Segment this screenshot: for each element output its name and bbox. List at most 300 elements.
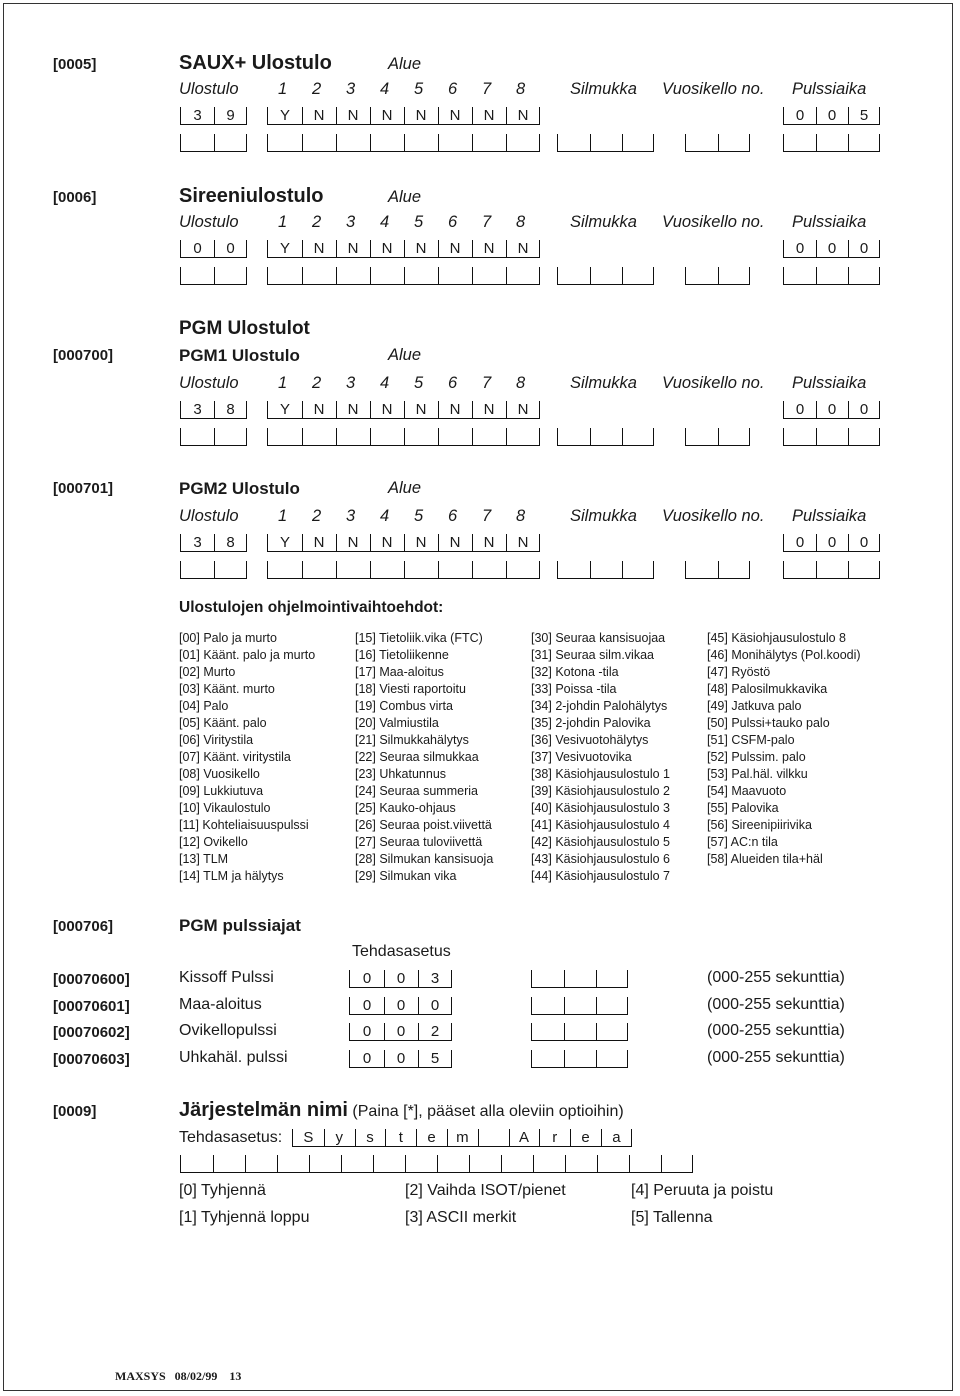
system-name-entry-cell-empty[interactable]	[597, 1155, 629, 1172]
area-entry-cell-empty[interactable]	[506, 267, 540, 284]
area-entry-cell-empty[interactable]	[302, 267, 336, 284]
block-header: 4	[380, 213, 390, 231]
option-item: [00] Palo ja murto	[179, 631, 277, 645]
block-header: 6	[448, 507, 458, 525]
area-entry-cell-empty[interactable]	[268, 134, 302, 151]
pulse-value-entry-cell-empty[interactable]	[564, 1023, 596, 1040]
block-header: Pulssiaika	[792, 374, 867, 392]
system-name-entry-cell-empty[interactable]	[629, 1155, 661, 1172]
option-item: [50] Pulssi+tauko palo	[707, 716, 830, 730]
pulse-default-field	[349, 1023, 452, 1041]
system-name-code: [0009]	[53, 1103, 97, 1120]
zone-entry-cell-empty[interactable]	[558, 134, 590, 151]
block-code: [000700]	[53, 347, 114, 364]
timer-entry	[685, 561, 750, 579]
option-item: [52] Pulssim. palo	[707, 750, 806, 764]
pulse-row-range: (000-255 sekunttia)	[707, 969, 845, 986]
block-header: 4	[380, 374, 390, 392]
output-number-field	[180, 534, 247, 552]
timer-entry-cell-empty[interactable]	[686, 267, 718, 284]
timer-entry-cell-empty[interactable]	[718, 428, 750, 445]
area-entry-cell-empty[interactable]	[370, 134, 404, 151]
area-field-cell: N	[517, 240, 529, 257]
pulse-default-field-cell: 0	[362, 996, 372, 1014]
option-item: [39] Käsiohjausulostulo 2	[531, 784, 670, 798]
zone-entry-cell-empty[interactable]	[622, 267, 654, 284]
system-default-field-cell: A	[518, 1129, 529, 1146]
block-header: 3	[346, 507, 356, 525]
pulse-value-entry	[531, 997, 628, 1015]
pulse-value-entry-cell-empty[interactable]	[596, 1023, 628, 1040]
output-number-entry-cell-empty[interactable]	[214, 134, 247, 151]
area-entry-cell-empty[interactable]	[302, 428, 336, 445]
pulse-default-label: Tehdasasetus	[352, 943, 451, 960]
area-entry-cell-empty[interactable]	[438, 561, 472, 578]
block-header: 7	[482, 507, 492, 525]
system-name-entry-cell-empty[interactable]	[405, 1155, 437, 1172]
pulse-value-entry-cell-empty[interactable]	[532, 1050, 564, 1067]
output-number-entry-cell-empty[interactable]	[181, 428, 214, 445]
area-entry	[267, 134, 540, 152]
area-field-cell: N	[381, 401, 393, 418]
system-default-field-cell: t	[398, 1129, 403, 1146]
block-title: SAUX+ Ulostulo	[179, 52, 332, 74]
block-header: 6	[448, 374, 458, 392]
zone-entry-cell-empty[interactable]	[622, 428, 654, 445]
pulse-default-field	[349, 1050, 452, 1068]
output-number-field-cell: 8	[226, 401, 235, 418]
pulse-time-field	[783, 401, 880, 419]
block-header: 3	[346, 80, 356, 98]
area-entry-cell-empty[interactable]	[336, 134, 370, 151]
block-header: 2	[312, 213, 322, 231]
pulse-time-entry-cell-empty[interactable]	[816, 267, 848, 284]
pulse-section-title: PGM pulssiajat	[179, 916, 301, 935]
area-entry	[267, 428, 540, 446]
output-number-field-cell: 3	[193, 534, 202, 551]
output-number-entry-cell-empty[interactable]	[214, 267, 247, 284]
area-entry-cell-empty[interactable]	[336, 267, 370, 284]
output-number-field	[180, 401, 247, 419]
area-entry-cell-empty[interactable]	[404, 134, 438, 151]
pulse-time-field-cell: 0	[827, 401, 837, 418]
area-field	[267, 534, 540, 552]
option-item: [40] Käsiohjausulostulo 3	[531, 801, 670, 815]
pulse-row-name: Kissoff Pulssi	[179, 969, 274, 986]
option-item: [38] Käsiohjausulostulo 1	[531, 767, 670, 781]
timer-entry-cell-empty[interactable]	[686, 561, 718, 578]
timer-entry	[685, 134, 750, 152]
pulse-time-field-cell: 5	[859, 107, 869, 124]
system-default-field-cell: m	[456, 1129, 469, 1146]
block-header: 8	[516, 213, 526, 231]
area-entry-cell-empty[interactable]	[404, 561, 438, 578]
system-name-entry-cell-empty[interactable]	[341, 1155, 373, 1172]
option-item: [56] Sireenipiirivika	[707, 818, 812, 832]
block-header: Silmukka	[570, 80, 637, 98]
pulse-time-entry-cell-empty[interactable]	[784, 134, 816, 151]
option-item: [35] 2-johdin Palovika	[531, 716, 651, 730]
timer-entry	[685, 267, 750, 285]
pulse-value-entry-cell-empty[interactable]	[532, 1023, 564, 1040]
block-title: PGM1 Ulostulo	[179, 346, 300, 365]
option-item: [46] Monihälytys (Pol.koodi)	[707, 648, 861, 662]
area-entry-cell-empty[interactable]	[370, 267, 404, 284]
option-item: [08] Vuosikello	[179, 767, 260, 781]
area-entry-cell-empty[interactable]	[404, 428, 438, 445]
system-option-4: [4] Peruuta ja poistu	[631, 1182, 774, 1199]
pulse-time-entry-cell-empty[interactable]	[816, 134, 848, 151]
zone-entry-cell-empty[interactable]	[590, 134, 622, 151]
system-name-entry-cell-empty[interactable]	[533, 1155, 565, 1172]
option-item: [34] 2-johdin Palohälytys	[531, 699, 668, 713]
system-option-5: [5] Tallenna	[631, 1209, 713, 1226]
pulse-row-code: [00070600]	[53, 971, 130, 988]
option-item: [04] Palo	[179, 699, 229, 713]
option-item: [29] Silmukan vika	[355, 869, 457, 883]
option-item: [44] Käsiohjausulostulo 7	[531, 869, 670, 883]
option-item: [30] Seuraa kansisuojaa	[531, 631, 666, 645]
system-default-field-cell: e	[581, 1129, 590, 1146]
option-item: [45] Käsiohjausulostulo 8	[707, 631, 846, 645]
system-option-2: [2] Vaihda ISOT/pienet	[405, 1182, 566, 1199]
block-header: 5	[414, 213, 424, 231]
output-number-entry-cell-empty[interactable]	[181, 561, 214, 578]
option-item: [25] Kauko-ohjaus	[355, 801, 456, 815]
zone-entry-cell-empty[interactable]	[558, 428, 590, 445]
options-column-4	[707, 630, 861, 868]
footer-product: MAXSYS	[115, 1369, 166, 1383]
pulse-time-field-cell: 0	[827, 240, 837, 257]
option-item: [57] AC:n tila	[707, 835, 778, 849]
output-number-field-cell: 8	[226, 534, 235, 551]
area-field-cell: Y	[279, 107, 290, 124]
timer-entry-cell-empty[interactable]	[718, 134, 750, 151]
area-entry-cell-empty[interactable]	[302, 561, 336, 578]
pulse-default-field-cell: 0	[396, 1023, 406, 1040]
area-entry-cell-empty[interactable]	[438, 267, 472, 284]
block-area-label: Alue	[388, 479, 422, 497]
pulse-default-field-cell: 0	[362, 970, 372, 987]
option-item: [42] Käsiohjausulostulo 5	[531, 835, 670, 849]
block-header: 8	[516, 507, 526, 525]
system-name-entry-cell-empty[interactable]	[181, 1155, 213, 1172]
pulse-default-field	[349, 997, 452, 1015]
area-field-cell: N	[347, 107, 359, 124]
system-name-entry-cell-empty[interactable]	[501, 1155, 533, 1172]
system-name-entry	[180, 1155, 693, 1173]
pulse-row-name: Ovikellopulssi	[179, 1022, 277, 1039]
area-entry-cell-empty[interactable]	[370, 428, 404, 445]
output-number-entry-cell-empty[interactable]	[214, 561, 247, 578]
option-item: [51] CSFM-palo	[707, 733, 795, 747]
area-entry-cell-empty[interactable]	[506, 428, 540, 445]
area-entry-cell-empty[interactable]	[336, 561, 370, 578]
block-header: Vuosikello no.	[662, 374, 765, 392]
zone-entry-cell-empty[interactable]	[558, 267, 590, 284]
area-field	[267, 401, 540, 419]
output-number-entry-cell-empty[interactable]	[214, 428, 247, 445]
area-field-cell: N	[483, 107, 495, 124]
footer-date: 08/02/99	[174, 1369, 218, 1383]
area-field	[267, 240, 540, 258]
pulse-value-entry-cell-empty[interactable]	[596, 1050, 628, 1067]
timer-entry-cell-empty[interactable]	[686, 134, 718, 151]
timer-entry-cell-empty[interactable]	[718, 267, 750, 284]
pulse-time-entry-cell-empty[interactable]	[848, 134, 880, 151]
area-field-cell: N	[313, 107, 325, 124]
area-field	[267, 107, 540, 125]
block-header: 2	[312, 507, 322, 525]
block-header: 7	[482, 374, 492, 392]
pulse-time-entry	[783, 428, 880, 446]
option-item: [43] Käsiohjausulostulo 6	[531, 852, 670, 866]
area-field-cell: N	[483, 534, 495, 551]
system-default-label: Tehdasasetus:	[179, 1129, 283, 1146]
zone-entry-cell-empty[interactable]	[622, 561, 654, 578]
area-field-cell: Y	[279, 534, 290, 551]
zone-entry-cell-empty[interactable]	[590, 561, 622, 578]
pulse-time-field-cell: 0	[795, 240, 805, 257]
pulse-time-entry-cell-empty[interactable]	[848, 267, 880, 284]
output-number-field	[180, 240, 247, 258]
area-field-cell: N	[347, 401, 359, 418]
block-header: 3	[346, 213, 356, 231]
option-item: [24] Seuraa summeria	[355, 784, 478, 798]
pulse-time-field-cell: 0	[795, 401, 805, 418]
block-header: Ulostulo	[179, 374, 239, 392]
system-name-entry-cell-empty[interactable]	[437, 1155, 469, 1172]
area-field-cell: N	[415, 401, 427, 418]
area-entry-cell-empty[interactable]	[472, 267, 506, 284]
pulse-value-entry-cell-empty[interactable]	[564, 1050, 596, 1067]
area-field-cell: N	[381, 534, 393, 551]
pulse-time-entry-cell-empty[interactable]	[848, 561, 880, 578]
system-default-field-cell: r	[552, 1129, 558, 1146]
option-item: [27] Seuraa tuloviivettä	[355, 835, 483, 849]
pulse-value-entry-cell-empty[interactable]	[596, 997, 628, 1014]
area-entry-cell-empty[interactable]	[404, 267, 438, 284]
zone-entry	[557, 267, 654, 285]
block-header: 8	[516, 374, 526, 392]
area-field-cell: N	[313, 240, 325, 257]
output-number-field-cell: 0	[193, 240, 202, 257]
area-entry-cell-empty[interactable]	[268, 561, 302, 578]
zone-entry-cell-empty[interactable]	[590, 428, 622, 445]
pulse-default-field-cell: 0	[396, 996, 406, 1014]
block-header: Pulssiaika	[792, 80, 867, 98]
option-item: [53] Pal.häl. vilkku	[707, 767, 808, 781]
pulse-time-field-cell: 0	[827, 534, 837, 551]
block-area-label: Alue	[388, 346, 422, 364]
zone-entry	[557, 428, 654, 446]
system-default-field-cell: a	[612, 1129, 621, 1146]
footer-page: 13	[229, 1369, 242, 1383]
option-item: [07] Käänt. viritystila	[179, 750, 291, 764]
option-item: [28] Silmukan kansisuoja	[355, 852, 494, 866]
pulse-time-entry-cell-empty[interactable]	[784, 561, 816, 578]
block-code: [0006]	[53, 189, 97, 206]
area-entry-cell-empty[interactable]	[506, 561, 540, 578]
area-field-cell: N	[449, 240, 461, 257]
pulse-row-code: [00070602]	[53, 1024, 130, 1041]
output-number-field-cell: 3	[193, 401, 202, 418]
option-item: [15] Tietoliik.vika (FTC)	[355, 631, 483, 645]
output-number-entry-cell-empty[interactable]	[181, 134, 214, 151]
block-header: Vuosikello no.	[662, 80, 765, 98]
pulse-time-field-cell: 0	[859, 240, 869, 257]
area-field-cell: N	[483, 401, 495, 418]
options-column-3	[531, 630, 670, 885]
area-entry-cell-empty[interactable]	[336, 428, 370, 445]
option-item: [16] Tietoliikenne	[355, 648, 449, 662]
output-number-entry	[180, 267, 247, 285]
option-item: [17] Maa-aloitus	[355, 665, 444, 679]
block-header: 1	[278, 374, 288, 392]
option-item: [36] Vesivuotohälytys	[531, 733, 649, 747]
area-field-cell: N	[347, 240, 359, 257]
area-entry-cell-empty[interactable]	[438, 428, 472, 445]
system-name-entry-cell-empty[interactable]	[245, 1155, 277, 1172]
pulse-row-range: (000-255 sekunttia)	[707, 995, 845, 1013]
pulse-default-field-cell: 0	[362, 1023, 372, 1040]
block-header: 3	[346, 374, 356, 392]
area-entry-cell-empty[interactable]	[472, 134, 506, 151]
area-entry-cell-empty[interactable]	[302, 134, 336, 151]
output-number-entry-cell-empty[interactable]	[181, 267, 214, 284]
system-name-entry-cell-empty[interactable]	[213, 1155, 245, 1172]
output-number-entry	[180, 561, 247, 579]
option-item: [03] Käänt. murto	[179, 682, 275, 696]
area-field-cell: N	[415, 107, 427, 124]
option-item: [02] Murto	[179, 665, 236, 679]
pulse-value-entry-cell-empty[interactable]	[564, 970, 596, 987]
option-item: [01] Käänt. palo ja murto	[179, 648, 316, 662]
area-field-cell: N	[415, 534, 427, 551]
pulse-time-field-cell: 0	[859, 401, 869, 418]
system-name-entry-cell-empty[interactable]	[277, 1155, 309, 1172]
pulse-row-range: (000-255 sekunttia)	[707, 1048, 845, 1066]
area-field-cell: Y	[279, 401, 290, 418]
pulse-time-entry-cell-empty[interactable]	[784, 428, 816, 445]
area-entry-cell-empty[interactable]	[268, 428, 302, 445]
block-header: Vuosikello no.	[662, 213, 765, 231]
area-entry-cell-empty[interactable]	[506, 134, 540, 151]
option-item: [31] Seuraa silm.vikaa	[531, 648, 654, 662]
option-item: [05] Käänt. palo	[179, 716, 267, 730]
system-name-header	[179, 1099, 624, 1122]
option-item: [26] Seuraa poist.viivettä	[355, 818, 492, 832]
pulse-time-field-cell: 0	[827, 107, 837, 124]
pulse-default-field-cell: 2	[430, 1023, 440, 1040]
system-name-entry-cell-empty[interactable]	[565, 1155, 597, 1172]
block-title: PGM2 Ulostulo	[179, 479, 300, 498]
pulse-time-entry-cell-empty[interactable]	[784, 267, 816, 284]
timer-entry	[685, 428, 750, 446]
pulse-row-code: [00070603]	[53, 1050, 130, 1068]
timer-entry-cell-empty[interactable]	[686, 428, 718, 445]
system-option-3: [3] ASCII merkit	[405, 1209, 517, 1226]
block-area-label: Alue	[388, 55, 422, 73]
system-default-field-cell: s	[366, 1129, 374, 1146]
block-header: 7	[482, 80, 492, 98]
system-name-entry-cell-empty[interactable]	[661, 1155, 693, 1172]
pulse-time-field	[783, 107, 880, 125]
pulse-value-entry-cell-empty[interactable]	[532, 970, 564, 987]
options-column-2	[355, 630, 493, 885]
area-entry-cell-empty[interactable]	[438, 134, 472, 151]
option-item: [11] Kohteliaisuuspulssi	[179, 818, 309, 832]
area-field-cell: N	[449, 534, 461, 551]
area-entry-cell-empty[interactable]	[370, 561, 404, 578]
zone-entry-cell-empty[interactable]	[558, 561, 590, 578]
area-entry-cell-empty[interactable]	[472, 561, 506, 578]
zone-entry-cell-empty[interactable]	[590, 267, 622, 284]
pulse-value-entry-cell-empty[interactable]	[564, 997, 596, 1014]
area-field-cell: N	[517, 107, 529, 124]
pulse-value-entry-cell-empty[interactable]	[596, 970, 628, 987]
option-item: [14] TLM ja hälytys	[179, 869, 284, 883]
system-default-field-cell: y	[335, 1129, 343, 1146]
option-item: [32] Kotona -tila	[531, 665, 619, 679]
option-item: [12] Ovikello	[179, 835, 248, 849]
system-name-entry-cell-empty[interactable]	[373, 1155, 405, 1172]
zone-entry-cell-empty[interactable]	[622, 134, 654, 151]
footer	[115, 1369, 241, 1384]
timer-entry-cell-empty[interactable]	[718, 561, 750, 578]
pulse-time-entry-cell-empty[interactable]	[816, 428, 848, 445]
system-name-entry-cell-empty[interactable]	[309, 1155, 341, 1172]
pulse-default-field-cell: 0	[362, 1049, 372, 1067]
system-name-note: (Paina [*], pääset alla oleviin optioihin)	[352, 1103, 624, 1120]
block-header: 5	[414, 374, 424, 392]
area-field-cell: N	[517, 401, 529, 418]
block-title: Sireeniulostulo	[179, 185, 324, 207]
pulse-time-field-cell: 0	[795, 534, 805, 551]
area-entry-cell-empty[interactable]	[472, 428, 506, 445]
system-default-field-cell: e	[427, 1129, 436, 1146]
pulse-time-field	[783, 240, 880, 258]
option-item: [47] Ryöstö	[707, 665, 771, 679]
option-item: [49] Jatkuva palo	[707, 699, 802, 713]
pulse-time-entry-cell-empty[interactable]	[848, 428, 880, 445]
area-field-cell: N	[517, 534, 529, 551]
output-number-field-cell: 9	[226, 107, 235, 124]
pulse-time-entry	[783, 267, 880, 285]
block-header: Ulostulo	[179, 507, 239, 525]
block-header: Vuosikello no.	[662, 507, 765, 525]
system-default-field	[292, 1129, 632, 1147]
option-item: [21] Silmukkahälytys	[355, 733, 469, 747]
block-code: [0005]	[53, 56, 97, 73]
area-entry-cell-empty[interactable]	[268, 267, 302, 284]
area-field-cell: Y	[279, 240, 290, 257]
system-default-field-divider	[478, 1129, 479, 1147]
option-item: [37] Vesivuotovika	[531, 750, 632, 764]
option-item: [41] Käsiohjausulostulo 4	[531, 818, 670, 832]
block-header: 8	[516, 80, 526, 98]
pulse-time-field-cell: 0	[859, 534, 869, 551]
pulse-time-entry-cell-empty[interactable]	[816, 561, 848, 578]
area-field-cell: N	[313, 401, 325, 418]
pulse-value-entry-cell-empty[interactable]	[532, 997, 564, 1014]
system-name-entry-cell-empty[interactable]	[469, 1155, 501, 1172]
block-header: Silmukka	[570, 374, 637, 392]
block-header: 1	[278, 80, 288, 98]
output-number-field-cell: 0	[226, 240, 235, 257]
block-header: 5	[414, 507, 424, 525]
options-column-1	[179, 630, 315, 885]
